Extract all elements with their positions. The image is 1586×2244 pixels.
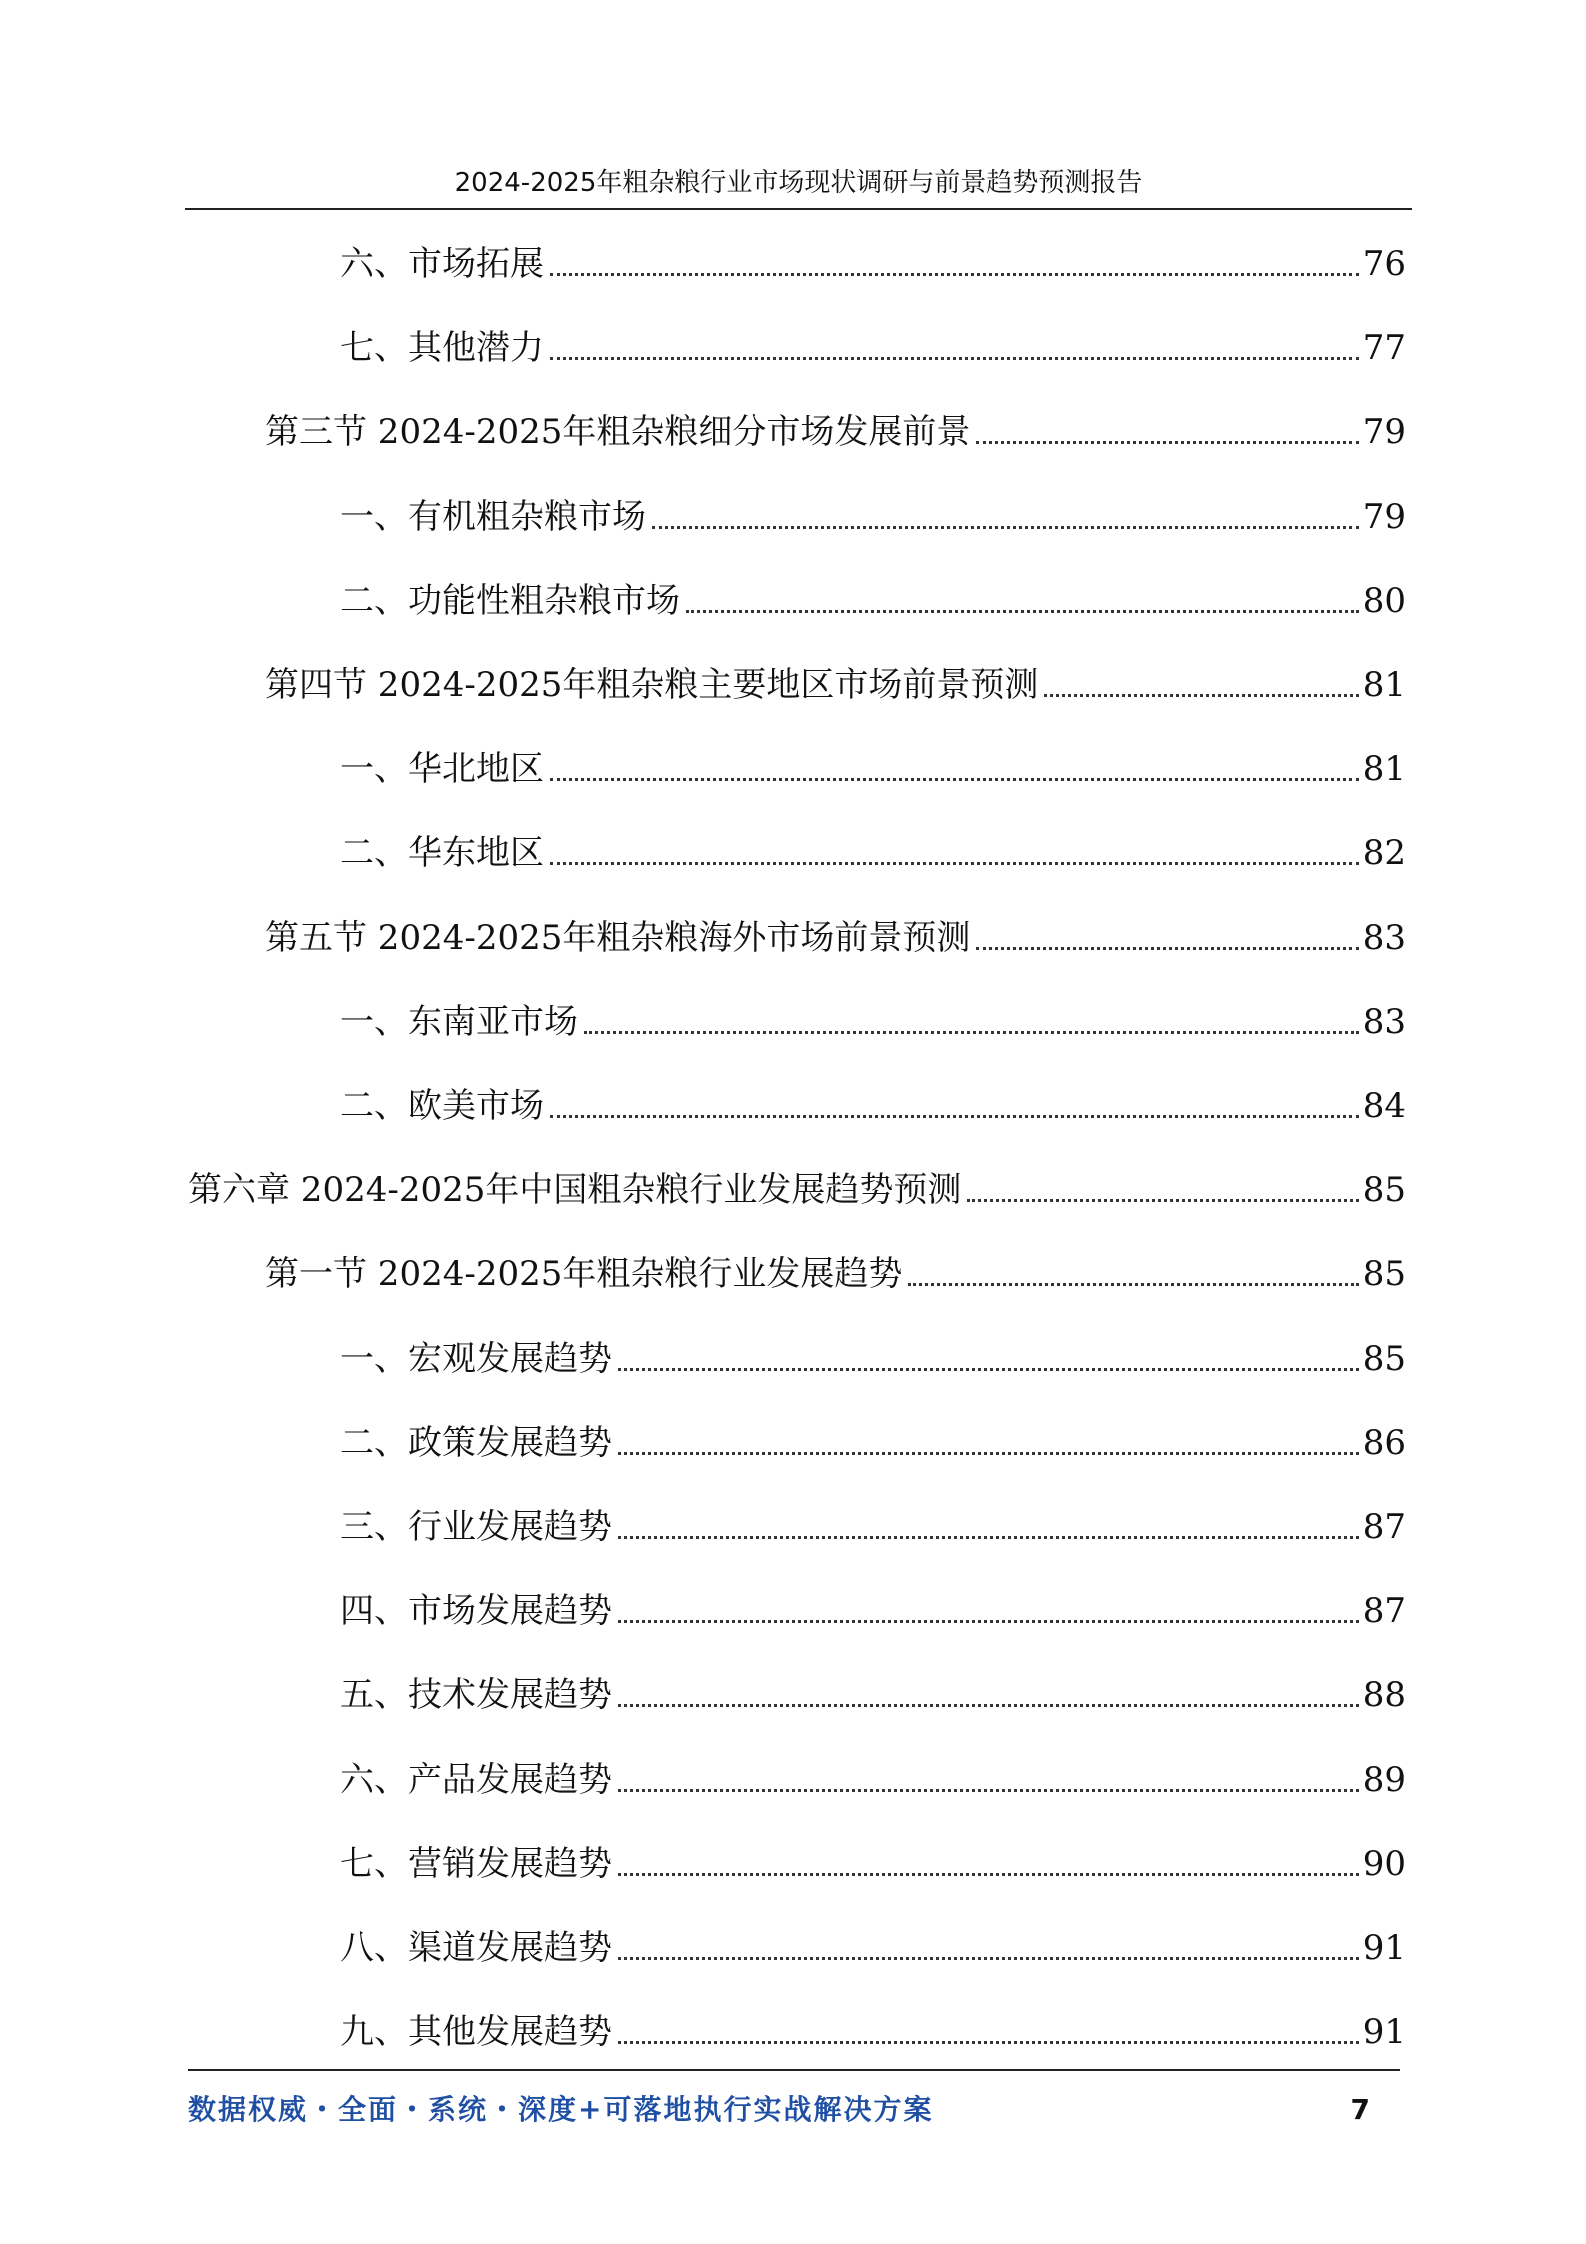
toc-entry-page: 81 <box>1362 749 1406 790</box>
toc-entry-page: 83 <box>1362 917 1406 958</box>
header-divider <box>185 208 1412 210</box>
toc-entry[interactable] <box>340 563 1406 623</box>
running-header: 2024-2025年粗杂粮行业市场现状调研与前景趋势预测报告 <box>454 168 1143 198</box>
toc-entry-title: 第三节 2024-2025年粗杂粮细分市场发展前景 <box>265 412 971 453</box>
toc-dot-leader <box>550 862 1359 865</box>
toc-entry[interactable] <box>340 731 1406 791</box>
toc-dot-leader <box>618 1536 1359 1539</box>
toc-entry-title: 六、产品发展趋势 <box>340 1759 612 1800</box>
toc-entry-title: 二、政策发展趋势 <box>340 1422 612 1463</box>
toc-dot-leader <box>652 526 1359 529</box>
toc-dot-leader <box>618 1873 1359 1876</box>
toc-entry[interactable] <box>265 647 1406 707</box>
toc-entry-title: 三、行业发展趋势 <box>340 1507 612 1547</box>
toc-entry-page: 85 <box>1362 1170 1406 1211</box>
toc-dot-leader <box>618 1452 1359 1455</box>
toc-entry[interactable] <box>340 1068 1406 1128</box>
toc-dot-leader <box>550 778 1359 781</box>
toc-entry-title: 第四节 2024-2025年粗杂粮主要地区市场前景预测 <box>265 665 1039 705</box>
toc-entry-title: 第一节 2024-2025年粗杂粮行业发展趋势 <box>265 1254 903 1295</box>
toc-entry-page: 88 <box>1362 1675 1406 1716</box>
toc-entry[interactable] <box>340 226 1406 286</box>
toc-dot-leader <box>550 273 1359 276</box>
toc-entry[interactable] <box>340 1657 1406 1717</box>
toc-entry-page: 79 <box>1362 412 1406 453</box>
toc-entry-title: 一、宏观发展趋势 <box>340 1338 612 1379</box>
toc-dot-leader <box>618 2041 1359 2044</box>
toc-entry-page: 85 <box>1362 1254 1406 1295</box>
toc-entry-page: 76 <box>1362 244 1406 284</box>
toc-dot-leader <box>618 1368 1359 1371</box>
toc-dot-leader <box>618 1789 1359 1792</box>
toc-entry-title: 七、其他潜力 <box>340 328 544 369</box>
toc-entry-page: 77 <box>1362 328 1406 369</box>
toc-dot-leader <box>976 441 1358 444</box>
toc-entry[interactable] <box>340 1742 1406 1802</box>
toc-dot-leader <box>618 1704 1359 1707</box>
toc-entry-title: 四、市场发展趋势 <box>340 1591 612 1632</box>
toc-entry-page: 87 <box>1362 1507 1406 1547</box>
toc-entry-title: 九、其他发展趋势 <box>340 2012 612 2053</box>
toc-entry-title: 二、功能性粗杂粮市场 <box>340 580 680 621</box>
toc-entry[interactable] <box>188 1152 1406 1212</box>
toc-dot-leader <box>550 1115 1359 1118</box>
toc-entry[interactable] <box>340 984 1406 1044</box>
toc-entry-title: 八、渠道发展趋势 <box>340 1928 612 1968</box>
toc-entry-page: 83 <box>1362 1001 1406 1042</box>
toc-entry[interactable] <box>340 815 1406 875</box>
toc-entry-page: 84 <box>1362 1086 1406 1126</box>
toc-dot-leader <box>976 947 1358 950</box>
toc-entry-page: 90 <box>1362 1843 1406 1884</box>
toc-dot-leader <box>686 610 1359 613</box>
toc-entry-page: 87 <box>1362 1591 1406 1632</box>
footer-slogan: 数据权威・全面・系统・深度+可落地执行实战解决方案 <box>188 2093 934 2126</box>
toc-entry[interactable] <box>340 1573 1406 1633</box>
toc-entry-page: 80 <box>1362 580 1406 621</box>
toc-entry-title: 二、华东地区 <box>340 833 544 874</box>
toc-dot-leader <box>618 1620 1359 1623</box>
toc-dot-leader <box>550 357 1359 360</box>
toc-entry[interactable] <box>340 310 1406 370</box>
toc-entry[interactable] <box>265 1236 1406 1296</box>
toc-dot-leader <box>1044 694 1358 697</box>
page-number: 7 <box>1350 2093 1370 2126</box>
toc-entry[interactable] <box>340 1405 1406 1465</box>
toc-entry-title: 一、有机粗杂粮市场 <box>340 496 646 537</box>
toc-entry-title: 一、华北地区 <box>340 749 544 790</box>
toc-entry[interactable] <box>340 1489 1406 1549</box>
toc-entry-title: 六、市场拓展 <box>340 244 544 284</box>
toc-entry-page: 89 <box>1362 1759 1406 1800</box>
toc-entry[interactable] <box>265 394 1406 454</box>
toc-dot-leader <box>618 1957 1359 1960</box>
toc-entry[interactable] <box>340 1321 1406 1381</box>
footer-divider <box>188 2069 1400 2071</box>
toc-entry[interactable] <box>265 900 1406 960</box>
toc-entry-title: 七、营销发展趋势 <box>340 1843 612 1884</box>
toc-dot-leader <box>584 1031 1359 1034</box>
toc-entry-page: 86 <box>1362 1422 1406 1463</box>
toc-dot-leader <box>908 1283 1358 1286</box>
toc-entry[interactable] <box>340 1910 1406 1970</box>
toc-entry-title: 二、欧美市场 <box>340 1086 544 1126</box>
toc-entry-page: 79 <box>1362 496 1406 537</box>
toc-entry-page: 91 <box>1362 2012 1406 2053</box>
toc-entry[interactable] <box>340 1994 1406 2054</box>
toc-entry-page: 82 <box>1362 833 1406 874</box>
toc-dot-leader <box>967 1199 1358 1202</box>
toc-entry-title: 一、东南亚市场 <box>340 1001 578 1042</box>
toc-entry-title: 第六章 2024-2025年中国粗杂粮行业发展趋势预测 <box>188 1170 962 1211</box>
toc-entry[interactable] <box>340 479 1406 539</box>
toc-entry-page: 81 <box>1362 665 1406 705</box>
toc-entry-page: 91 <box>1362 1928 1406 1968</box>
toc-entry-title: 五、技术发展趋势 <box>340 1675 612 1716</box>
toc-entry[interactable] <box>340 1826 1406 1886</box>
toc-entry-page: 85 <box>1362 1338 1406 1379</box>
toc-entry-title: 第五节 2024-2025年粗杂粮海外市场前景预测 <box>265 917 971 958</box>
